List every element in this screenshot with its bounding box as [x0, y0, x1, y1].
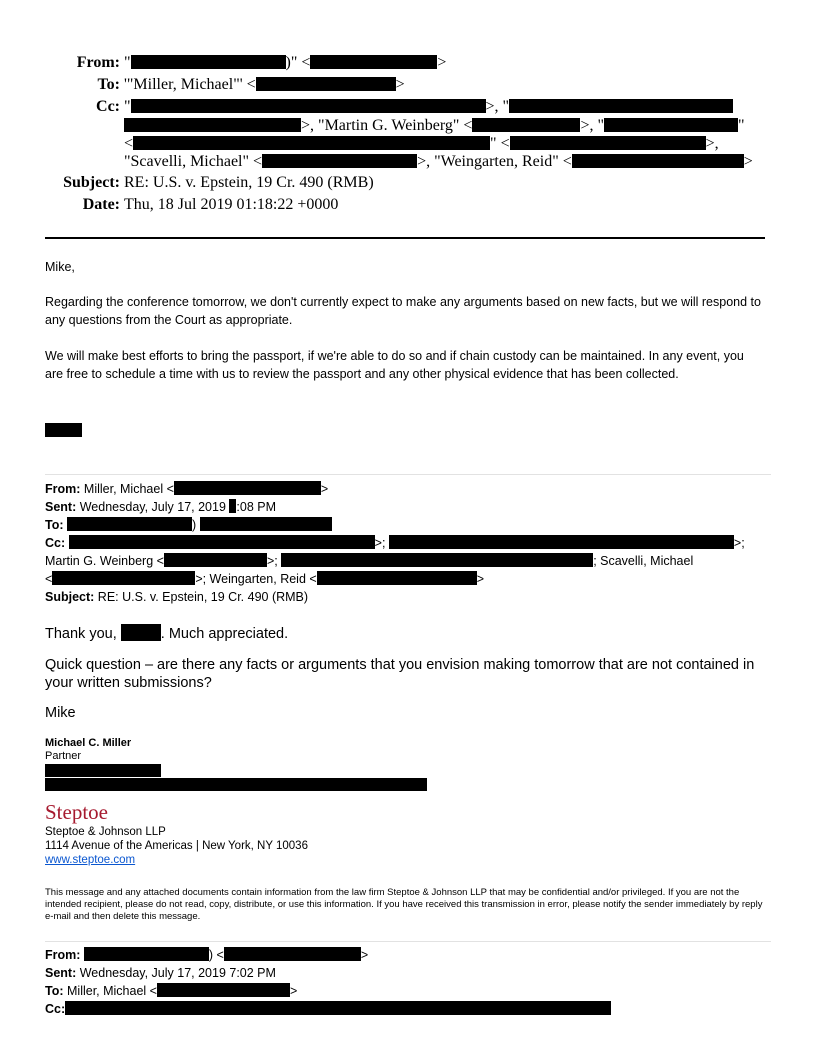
reply-paragraph-2: We will make best efforts to bring the passport, if we're able to do so and if chain custody can be maintained. In any event, you are free to schedule a time with us to review the passport and any other physical evidence that has been collected. — [45, 349, 744, 381]
redaction — [65, 1001, 611, 1015]
redaction — [67, 517, 192, 531]
redaction — [133, 136, 490, 150]
date-label: Date: — [82, 196, 120, 213]
fwd1-from-line: From: Miller, Michael < > — [45, 482, 329, 496]
from-value: " )" < > — [124, 54, 447, 71]
fwd2-cc-label: Cc: — [45, 1002, 66, 1016]
fwd2-to-line: To: Miller, Michael < > — [45, 984, 298, 998]
thanks-text-a: Thank you, — [45, 626, 117, 642]
reply-paragraph-1: Regarding the conference tomorrow, we don't currently expect to make any arguments based on new facts, but we will respond to any questions from the Court as appropriate. — [45, 295, 761, 327]
fwd1-from-label: From: — [45, 482, 81, 496]
email-header — [0, 0, 816, 230]
fwd1-cc-line-2: Martin G. Weinberg < >; ; Scavelli, Michael — [45, 554, 694, 568]
redaction — [389, 535, 734, 549]
date-value: Thu, 18 Jul 2019 01:18:22 +0000 — [124, 196, 339, 213]
steptoe-logo: Steptoe — [45, 800, 108, 824]
cc-scavelli: "Scavelli, Michael" — [124, 153, 250, 170]
redaction — [52, 571, 195, 585]
cc-line-2: >, "Martin G. Weinberg" < >, " " — [124, 117, 745, 135]
redaction — [164, 553, 267, 567]
redaction — [604, 118, 738, 132]
signature-title: Partner — [45, 750, 82, 762]
redaction — [69, 535, 375, 549]
redaction — [256, 77, 396, 91]
redaction — [200, 517, 332, 531]
fwd1-cc-scavelli: ; Scavelli, Michael — [593, 554, 694, 568]
fwd2-from-line: From: ) < > — [45, 948, 369, 962]
fwd2-to-value: Miller, Michael — [67, 984, 147, 998]
fwd1-to-label: To: — [45, 518, 64, 532]
fwd2-sent-label: Sent: — [45, 966, 77, 980]
redaction — [509, 99, 733, 113]
redaction — [174, 481, 321, 495]
fwd1-cc-weingarten: >; Weingarten, Reid < — [195, 572, 317, 586]
fwd1-cc-line-1: Cc: >; >; — [45, 536, 745, 550]
redaction — [510, 136, 706, 150]
from-label: From: — [76, 54, 120, 71]
thanks-text-b: . Much appreciated. — [160, 626, 289, 642]
redaction — [84, 947, 209, 961]
redaction — [262, 154, 417, 168]
fwd1-sent-value-b: :08 PM — [236, 500, 276, 514]
cc-label: Cc: — [96, 98, 120, 115]
fwd1-subject-label: Subject: — [45, 590, 95, 604]
to-label: To: — [97, 76, 120, 93]
cc-line-1: " >, " — [124, 98, 733, 116]
redaction — [317, 571, 477, 585]
fwd1-from-value: Miller, Michael — [83, 482, 164, 496]
signature-name: Michael C. Miller — [45, 737, 132, 749]
fwd1-cc-label: Cc: — [45, 536, 66, 550]
redacted-signature-line-1 — [45, 764, 161, 777]
fwd2-sent-value: Wednesday, July 17, 2019 7:02 PM — [79, 966, 276, 980]
redaction — [281, 553, 593, 567]
redaction — [131, 55, 286, 69]
redaction — [572, 154, 744, 168]
reply-greeting: Mike, — [45, 260, 75, 274]
redaction — [131, 99, 486, 113]
to-value: '"Miller, Michael"' < > — [124, 76, 405, 93]
subject-label: Subject: — [63, 174, 120, 191]
fwd1-subject-line — [45, 588, 770, 606]
redaction — [224, 947, 361, 961]
cc-weinberg: "Martin G. Weinberg" — [318, 117, 460, 134]
redaction — [157, 983, 290, 997]
redacted-signature-line-2 — [45, 778, 427, 791]
cc-weingarten: "Weingarten, Reid" — [434, 153, 559, 170]
redaction — [310, 55, 437, 69]
message-question: Quick question – are there any facts or arguments that you envision making tomorrow that are not contained in your written submissions? — [45, 657, 755, 691]
firm-name: Steptoe & Johnson LLP — [45, 826, 166, 838]
firm-website-link[interactable]: www.steptoe.com — [45, 854, 136, 866]
message-signoff: Mike — [45, 705, 76, 721]
redaction — [121, 624, 161, 641]
fwd2-from-label: From: — [45, 948, 81, 962]
fwd1-sent-line — [45, 498, 770, 516]
firm-address: 1114 Avenue of the Americas | New York, NY 10036 — [45, 840, 308, 852]
cc-line-4: "Scavelli, Michael" < >, "Weingarten, Reid" < > — [124, 153, 753, 170]
subject-value: RE: U.S. v. Epstein, 19 Cr. 490 (RMB) — [124, 174, 374, 191]
fwd1-cc-line-3: < >; Weingarten, Reid < > — [45, 572, 484, 586]
message-divider-2 — [45, 941, 771, 942]
cc-line-3: < " < >, — [124, 135, 719, 152]
message-thanks — [45, 624, 770, 643]
fwd2-sent-line — [45, 964, 770, 982]
legal-disclaimer: This message and any attached documents contain information from the law firm Steptoe & Johnson LLP that may be confidential and/or privileged. If you are not the intended recipient, please do not read, copy, distribute, or use this information. If you have received this transmission in error, please notify the sender immediately by reply e-mail and then delete this message. — [45, 887, 763, 922]
fwd2-cc-line — [45, 1000, 770, 1018]
fwd1-sent-value-a: Wednesday, July 17, 2019 — [79, 500, 226, 514]
message-divider — [45, 474, 771, 475]
redaction — [472, 118, 580, 132]
fwd2-to-label: To: — [45, 984, 64, 998]
fwd1-cc-weinberg: Martin G. Weinberg — [45, 554, 154, 568]
fwd1-to-line: To: ) — [45, 516, 770, 534]
fwd1-subject-value: RE: U.S. v. Epstein, 19 Cr. 490 (RMB) — [97, 590, 309, 604]
redacted-signature — [45, 423, 82, 437]
header-divider — [45, 237, 765, 239]
redaction — [124, 118, 301, 132]
to-name: '"Miller, Michael"' — [124, 76, 243, 93]
fwd1-sent-label: Sent: — [45, 500, 77, 514]
